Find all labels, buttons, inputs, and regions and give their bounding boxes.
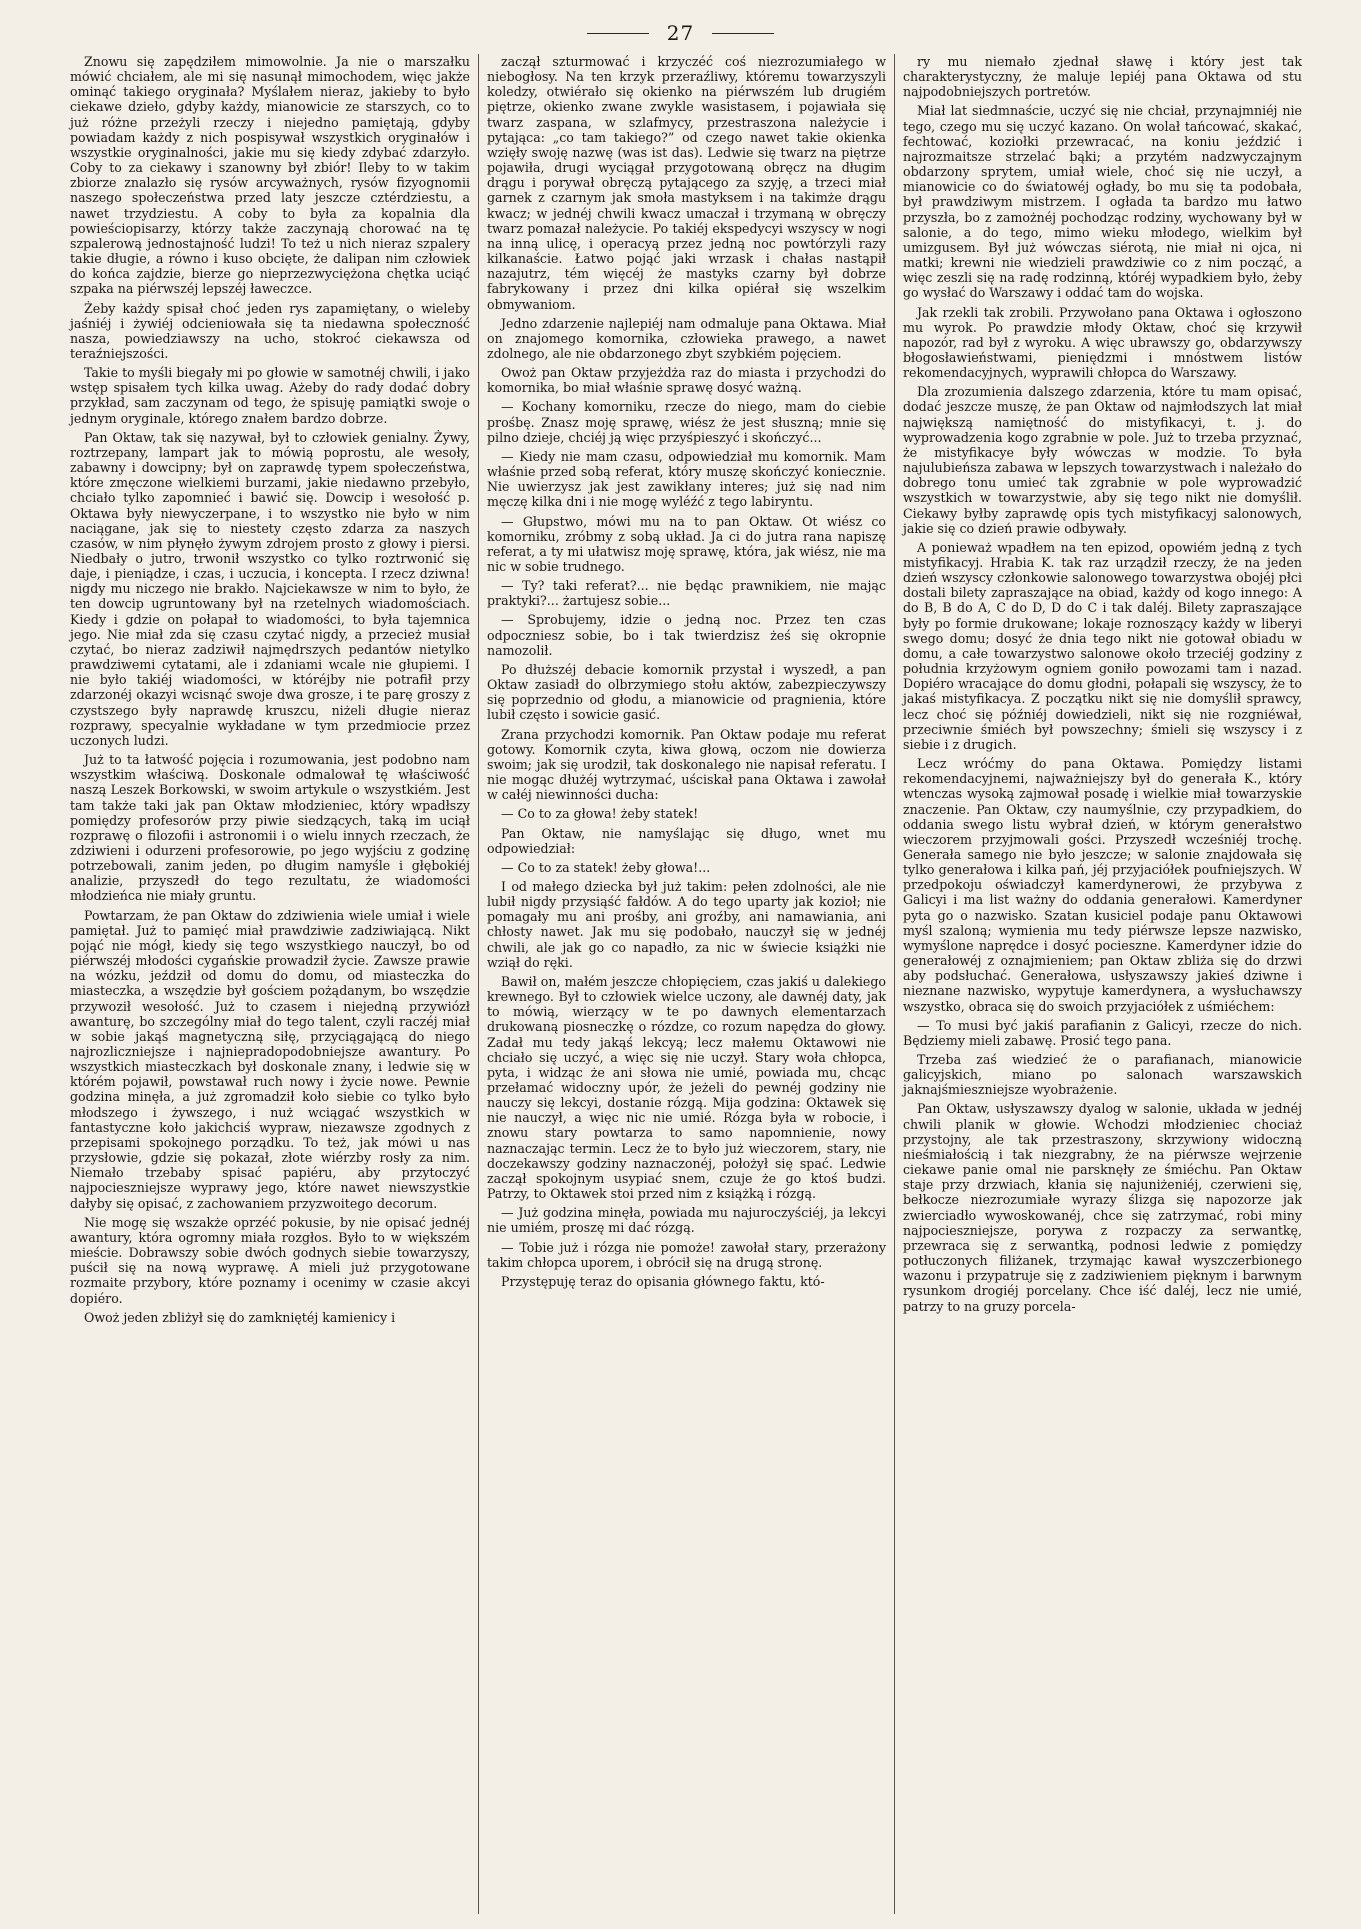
dialog-line: — Kiedy nie mam czasu, odpowiedział mu komornik. Mam właśnie przed sobą referat, który muszę skończyć koniecznie. Nie uwierzysz jak jest zawikłany interes; już się nad nim męczę kilka dni i nie mogę wyléźć z tego labiryntu. [487,448,886,510]
paragraph: zaczął szturmować i krzyczéć coś niezrozumiałego w niebogłosy. Na ten krzyk przeraźliwy, któremu towarzyszyli koledzy, otwiérało się okienko na piérwszém lub drugiém piętrze, okienko zwane zwykle wasistasem, i pojawiała się twarz zaspana, w szlafmycy, przestraszona należycie i pytająca: „co tam takiego?” od czego nawet takie okienka wzięły swoję nazwę (was ist das). Ledwie się twarz na piętrze pojawiła, drugi wyciągał przygotowaną obręcz na długim drągu i porywał obręczą pytającego za szyję, a trzeci miał garnek z czarnym jak smoła mastyksem i na takimże drągu kwacz; w jednéj chwili kwacz umaczał i trzymaną w obręczy twarz pomazał należycie. Po takiéj ekspedycyi wszyscy w nogi na inną ulicę, i operacyą przez jedną noc powtórzyli razy kilkanaście. Łatwo pojąć jaki wrzask i chałas nastąpił nazajutrz, tém więcéj że mastyks czarny był dobrze fabrykowany i przez dni kilka opiérał się wszelkim obmywaniom. [487,54,886,312]
paragraph: Nie mogę się wszakże oprzéć pokusie, by nie opisać jednéj awantury, która ogromny miała rozgłos. Było to w większém mieście. Dobrawszy sobie dwóch godnych siebie towarzyszy, puścił się na nową wyprawę. A mieli już przygotowane rozmaite przybory, które poznamy i ocenimy w czasie akcyi dopiéro. [70,1214,470,1306]
dialog-line: — Głupstwo, mówi mu na to pan Oktaw. Ot wiész co komorniku, zróbmy z sobą układ. Ja ci do jutra rana napiszę referat, a ty mi ułatwisz moję sprawę, która, jak wiész, nie ma nic w sobie trudnego. [487,513,886,574]
dialog-line: — To musi być jakiś parafianin z Galicyi, rzecze do nich. Będziemy mieli zabawę. Prosić tego pana. [903,1017,1302,1048]
dialog-line: — Tobie już i rózga nie pomoże! zawołał stary, przerażony takim chłopca uporem, i obrócił się na drugą stronę. [487,1239,886,1270]
paragraph: Przystępuję teraz do opisania głównego faktu, któ- [501,1273,825,1289]
paragraph: Owoż jeden zbliżył się do zamkniętéj kamienicy i [84,1309,396,1325]
page-number: 27 [666,21,695,45]
paragraph: Znowu się zapędziłem mimowolnie. Ja nie o marszałku mówić chciałem, ale mi się nasunął mimochodem, więc jakże ominąć takiego oryginała? Myślałem nieraz, jakieby to było ciekawe dzieło, gdyby każdy, mianowicie ze starszych, co to już różne przeżyli rzeczy i niejedno pamiętają, gdyby powiadam każdy z nich pospisywał wszystkich oryginałów i wszystkie oryginalności, jakie mu się kiedy zdybać zdarzyło. Coby to za ciekawy i szanowny był zbiór! Ileby to w takim zbiorze znalazło się rysów arcyważnych, rysów fizyognomii naszego społeczeństwa przed laty jeszcze cztérdziestu, a nawet trzydziestu. A coby to była za kopalnia dla powieściopisarzy, którzy także zaczynają chorować na tę szpalerową jednostajność ludzi! To też u nich nieraz szpalery takie długie, a równo i kuso obcięte, że dalipan nim człowiek do końca zajdzie, bierze go nieprzezwyciężona chętka uciąć szpaka na piérwszéj lepszéj ławeczce. [70,54,470,297]
dialog-line: — Sprobujemy, idzie o jedną noc. Przez ten czas odpoczniesz sobie, bo i tak twierdzisz żeś się okropnie namozolił. [487,612,886,658]
page-header [0,20,1361,46]
paragraph: Takie to myśli biegały mi po głowie w samotnéj chwili, i jako wstęp spisałem tych kilka uwag. Ażeby do rady dodać dobry przykład, sam zaczynam od tego, że spisuję pamiątki swoje o jednym oryginale, którego znałem bardzo dobrze. [70,365,470,426]
paragraph: Powtarzam, że pan Oktaw do zdziwienia wiele umiał i wiele pamiętał. Już to pamięć miał prawdziwie zadziwiającą. Nikt pojąć nie mógł, kiedy się tego wszystkiego nauczył, bo od piérwszéj młodości cygańskie prowadził życie. Zawsze prawie na wózku, jeździł od domu do domu, od miasteczka do miasteczka, a wszędzie był gościem pożądanym, bo wszędzie przywoził wesołość. Już to czasem i niejedną przywiózł awanturę, bo szczególny miał do tego talent, czyli raczéj miał w sobie jakąś magnetyczną siłę, przyciągającą do niego najrozliczniejsze i najniepradopodobniejsze awantury. Po wszystkich miasteczkach był doskonale znany, i ledwie się w którém pojawił, powstawał ruch nowy i życie nowe. Pewnie godzina minęła, a już zgromadził koło siebie co tylko było młodszego i żywszego, i nuż wciągać wszystkich w fantastyczne koło jakichciś wypraw, niezawsze zgodnych z przepisami spokojnego porządku. To też, jak mówi u nas przysłowie, gdzie się pokazał, złote wiérzby rosły za nim. Niemało trzebaby spisać papiéru, aby przytoczyć najpocieszniejsze wyprawy jego, które nawet niewszystkie dałyby się opisać, z zachowaniem przyzwoitego decorum. [70,907,470,1211]
paragraph: Zrana przychodzi komornik. Pan Oktaw podaje mu referat gotowy. Komornik czyta, kiwa głową, oczom nie dowierza swoim; jak się urodził, tak doskonalego nie napisał referatu. I nie mogąc dłużéj wytrzymać, uściskał pana Oktawa i zawołał w całéj niewinności ducha: [487,726,886,803]
paragraph: Już to ta łatwość pojęcia i rozumowania, jest podobno nam wszystkim właściwą. Doskonale odmalował tę właściwość naszą Leszek Borkowski, w swoim artykule o wszystkiém. Jest tam także taki jak pan Oktaw młodzieniec, który wpadłszy pomiędzy profesorów przy piwie siedzących, taką im uciął rozprawę o filozofii i astronomii i o wielu innych rzeczach, że zdziwieni i odurzeni profesorowie, po jego wyjściu z godzinę potrzebowali, zanim jeden, po długim namyśle i głębokiéj analizie, przyszedł do tego rezultatu, że wiadomości młodzieńca nie miały gruntu. [70,752,470,904]
dialog-line: — Co to za statek! żeby głowa!... [501,859,711,875]
paragraph: Pan Oktaw, nie namyślając się długo, wnet mu odpowiedział: [487,825,886,856]
paragraph: Pan Oktaw, tak się nazywał, był to człowiek genialny. Żywy, roztrzepany, lampart jak to mówią poprostu, ale wesoły, zabawny i dowcipny; był on zaprawdę typem społeczeństwa, które zmęczone wielkiemi burzami, jakie niedawno przebyło, chciało tylko zapomnieć i bawić się. Dowcip i wesołość p. Oktawa były niewyczerpane, i to wszystko nie było w nim naciągane, jak się to niestety często zdarza za naszych czasów, w nim płynęło żywym zdrojem prosto z głowy i piersi. Niedbały o jutro, trwonił wszystko co tylko roztrwonić się daje, i pieniądze, i czas, i uczucia, i koncepta. I rzecz dziwna! nigdy mu niczego nie brakło. Najciekawsze w nim to było, że ten dowcip ugruntowany był na rzetelnych wiadomościach. Kiedy i gdzie on połapał to wiadomości, to była tajemnica jego. Nie miał zda się czasu czytać nigdy, a przecież musiał czytać, bo nieraz zadziwił najmędrszych pedantów nietylko prawdziwemi cytatami, ale i zdaniami wcale nie głupiemi. I nie było takiéj wiadomości, w któréjby nie potrafił przy zdarzonéj okazyi wcisnąć swoje dwa grosze, i te parę groszy z czystszego były naprawdę kruszcu, niżeli długie nieraz rozprawy, specyalnie wykładane w tym przedmiocie przez uczonych ludzi. [70,429,470,748]
column-right [894,54,1310,1914]
paragraph: Pan Oktaw, usłyszawszy dyalog w salonie, układa w jednéj chwili planik w głowie. Wchodzi młodzieniec chociaż przystojny, ale tak przestraszony, skrzywiony widoczną nieśmiałością i tak niezgrabny, że na piérwsze wejrzenie ciekawe panie omal nie parsknęły ze śmiéchu. Pan Oktaw staje przy drzwiach, kłania się najuniżeniéj, czerwieni się, bełkocze niezrozumiałe wyrazy ślizga się napozorze jak zwierciadło wywoskowanéj, chce się zatrzymać, robi miny najpocieszniejsze, porywa z rozpaczy za serwantkę, przewraca się z serwantką, podnosi ledwie z pomiędzy potłuczonych filiżanek, trzymając kawał wyszczerbionego wazonu i przypatruje się z zadziwieniem pięknym i barwnym rysunkom drogiéj porcelany. Chce iść daléj, lecz nie umié, patrzy to na gruzy porcela- [903,1101,1302,1314]
paragraph: Lecz wróćmy do pana Oktawa. Pomiędzy listami rekomendacyjnemi, najważniejszy był do generała K., który wtenczas wysoką zajmował posadę i wielkie miał towarzyskie znaczenie. Pan Oktaw, czy naumyślnie, czy przypadkiem, do oddania swego listu wybrał dzień, w którym generałstwo wieczorem przyjmowali gości. Przyszedł wcześniéj trochę. Generała samego nie było jeszcze; w salonie znajdowała się tylko generałowa i kilka pań, jéj przyjaciółek poufniejszych. W przedpokoju oświadczył kamerdynerowi, że przybywa z Galicyi i ma list ważny do oddania generałowi. Kamerdyner pyta go o nazwisko. Szatan kusiciel podaje panu Oktawowi myśl szaloną; wymienia mu tedy piérwsze lepsze nazwisko, wymyślone naprędce i dosyć pocieszne. Kamerdyner idzie do generałowéj z oznajmieniem; pan Oktaw zbliża się do drzwi aby podsłuchać. Generałowa, usłyszawszy jakieś dziwne i nieznane nazwisko, wypytuje kamerdynera, a wysłuchawszy wszystko, obraca się do swoich przyjaciółek z uśmiéchem: [903,756,1302,1014]
dialog-line: — Kochany komorniku, rzecze do niego, mam do ciebie prośbę. Znasz moję sprawę, wiész że jest słuszną; mnie się pilno dzieje, chciéj ją więc przyśpieszyć i skończyć... [487,399,886,445]
paragraph: A ponieważ wpadłem na ten epizod, opowiém jedną z tych mistyfikacyj. Hrabia K. tak raz urządził rzeczy, że na jeden dzień wszyscy członkowie salonowego towarzystwa obojéj płci dostali bilety zapraszające na obiad, każdy od kogo innego: A do B, B do A, C do D, D do C i tak daléj. Bilety zapraszające były po formie drukowane; lokaje roznoszący każdy w liberyi swego domu; dosyć że dnia tego nikt nie gotował obiadu w domu, a całe towarzystwo salonowe około trzeciéj godziny z południa krzyżowym ogniem goniło powozami tam i nazad. Dopiéro wracające do domu głodni, połapali się wszyscy, że to jakaś mistyfikacya. Z początku nikt się nie domyślił sprawcy, lecz choć się późniéj dowiedzieli, nikt się nie rozgniéwał, przeciwnie śmiéch był powszechny; śmieli się wszyscy i z siebie i z drugich. [903,539,1302,752]
paragraph: Bawił on, małém jeszcze chłopięciem, czas jakiś u dalekiego krewnego. Był to człowiek wielce uczony, ale dawnéj daty, jak to mówią, wierzący w te po dawnych elementarzach drukowaną piosneczkę o rózdze, co rozum napędza do głowy. Zadał mu tedy jakąś lekcyą; lecz małemu Oktawowi nie chciało się uczyć, a więc się nie uczył. Stary woła chłopca, pyta, i widząc że ani słowa nie umié, powiada mu, chcąc przełamać widoczny upór, że jeżeli do pewnéj godziny nie nauczy się lekcyi, dostanie rózgą. Mija godzina: Oktawek się nie nauczył, a więc nic nie umié. Rózga była w robocie, i znowu stary powtarza to samo napomnienie, nowy naznaczając termin. Lecz że to było już wieczorem, stary, nie doczekawszy godziny naznaczonéj, położył się spać. Ledwie zaczął spokojnym usypiać snem, czuje że go ktoś budzi. Patrzy, to Oktawek stoi przed nim z książką i rózgą. [487,973,886,1202]
dialog-line: — Już godzina minęła, powiada mu najuroczyściéj, ja lekcyi nie umiém, proszę mi dać rózgą. [487,1205,886,1236]
header-rule-left [587,33,649,34]
paragraph: Dla zrozumienia dalszego zdarzenia, które tu mam opisać, dodać jeszcze muszę, że pan Oktaw od najmłodszych lat miał największą namiętność do mistyfikacyi, t. j. do wyprowadzenia kogo zgrabnie w pole. Już to trzeba przyznać, że mistyfikacye były wówczas w modzie. To była najulubieńsza zabawa w lepszych towarzystwach i należało do dobrego tonu umieć tak zgrabnie w pole wyprowadzić wszystkich w towarzystwie, aby się tego nikt nie domyślił. Ciekawy byłby zaprawdę opis tych mistyfikacyj salonowych, jakie się co dzień prawie odbywały. [903,384,1302,536]
paragraph: Jedno zdarzenie najlepiéj nam odmaluje pana Oktawa. Miał on znajomego komornika, człowieka prawego, a nawet zdolnego, ale nie obdarzonego zbyt szybkiém pojęciem. [487,315,886,361]
paragraph: Trzeba zaś wiedzieć że o parafianach, mianowicie galicyjskich, miano po salonach warszawskich jaknajśmieszniejsze wyobrażenie. [903,1052,1302,1098]
text-columns [62,54,1314,1914]
paragraph: Po dłuższéj debacie komornik przystał i wyszedł, a pan Oktaw zasiadł do olbrzymiego stołu aktów, zabezpieczywszy się poprzednio od głodu, a mianowicie od pragnienia, które lubił często i sowicie gasić. [487,661,886,723]
paragraph: Miał lat siedmnaście, uczyć się nie chciał, przynajmniéj nie tego, czego mu się uczyć kazano. On wolał tańcować, skakać, fechtować, koziołki przewracać, na koniu jeździć i najrozmaitsze strzelać bąki; a przytém nadzwyczajnym obdarzony sprytem, umiał wiele, choć się nie uczył, a mianowicie co do światowéj ogłady, bo mu się ta podobała, był prawdziwym mistrzem. I ogłada ta bardzo mu łatwo przyszła, bo z zamożnéj pochodząc rodziny, wychowany był w salonie, a do tego, mimo wieku młodego, wielkim był umizgusem. Był już wówczas siérotą, nie miał ni ojca, ni matki; krewni nie wiedzieli prawdziwie co z nim począć, a więc zeszli się na radę rodzinną, któréj wypadkiem było, żeby go wysłać do Warszawy i oddać tam do wojska. [903,103,1302,301]
column-middle [478,54,894,1914]
header-rule-right [712,33,774,34]
dialog-line: — Co to za głowa! żeby statek! [501,806,699,822]
paragraph: Owoż pan Oktaw przyjeżdża raz do miasta i przychodzi do komornika, bo miał właśnie sprawę dosyć ważną. [487,365,886,396]
column-left [62,54,478,1914]
paragraph: Żeby każdy spisał choć jeden rys zapamiętany, o wieleby jaśniéj i żywiéj odcieniowała się ta niedawna społeczność nasza, powiedziawszy na ucho, stokroć ciekawsza od teraźniejszości. [70,300,470,361]
paragraph: ry mu niemało zjednał sławę i który jest tak charakterystyczny, że maluje lepiéj pana Oktawa od stu najpodobniejszych portretów. [903,54,1302,100]
paragraph: Jak rzekli tak zrobili. Przywołano pana Oktawa i ogłoszono mu wyrok. Po prawdzie młody Oktaw, choć się krzywił napozór, rad był z wyroku. A więc ubrawszy go, obdarzywszy błogosławieństwami, pieniędzmi i mnóstwem listów rekomendacyjnych, wyprawili chłopca do Warszawy. [903,304,1302,381]
dialog-line: — Ty? taki referat?... nie będąc prawnikiem, nie mając praktyki?... żartujesz sobie... [487,578,886,609]
paragraph: I od małego dziecka był już takim: pełen zdolności, ale nie lubił nigdy przysiąść fałdów. A do tego uparty jak kozioł; nie pomagały mu ani prośby, ani groźby, ani namawiania, ani chłosty nawet. Jak mu się podobało, nauczył się w jednéj chwili, ale jak go co napadło, za nic w świecie książki nie wziął do ręki. [487,878,886,970]
